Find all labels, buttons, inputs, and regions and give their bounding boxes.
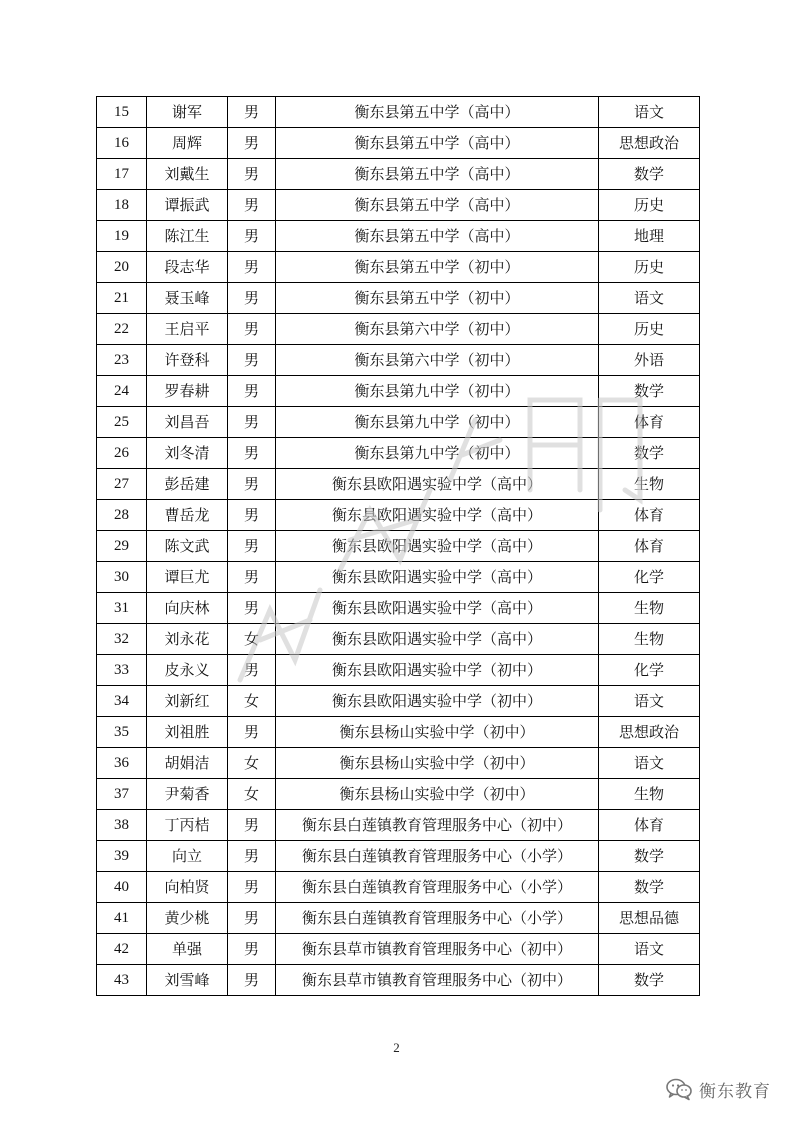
name-cell: 陈江生: [147, 221, 228, 252]
school-cell: 衡东县第五中学（初中）: [276, 283, 599, 314]
row-number-cell: 25: [97, 407, 147, 438]
table-row: [97, 903, 700, 934]
subject-cell: 生物: [599, 779, 700, 810]
name-cell: 丁丙桔: [147, 810, 228, 841]
name-cell: 谭振武: [147, 190, 228, 221]
row-number-cell: 31: [97, 593, 147, 624]
gender-cell: 男: [228, 531, 276, 562]
school-cell: 衡东县欧阳遇实验中学（高中）: [276, 500, 599, 531]
name-cell: 曹岳龙: [147, 500, 228, 531]
row-number-cell: 16: [97, 128, 147, 159]
school-cell: 衡东县欧阳遇实验中学（高中）: [276, 469, 599, 500]
table-row: [97, 159, 700, 190]
gender-cell: 男: [228, 314, 276, 345]
name-cell: 胡娟洁: [147, 748, 228, 779]
table-row: [97, 438, 700, 469]
table-row: [97, 872, 700, 903]
subject-cell: 体育: [599, 407, 700, 438]
school-cell: 衡东县杨山实验中学（初中）: [276, 717, 599, 748]
subject-cell: 外语: [599, 345, 700, 376]
row-number-cell: 43: [97, 965, 147, 996]
gender-cell: 男: [228, 159, 276, 190]
gender-cell: 女: [228, 686, 276, 717]
school-cell: 衡东县第五中学（高中）: [276, 159, 599, 190]
school-cell: 衡东县第六中学（初中）: [276, 345, 599, 376]
subject-cell: 体育: [599, 500, 700, 531]
gender-cell: 男: [228, 438, 276, 469]
school-cell: 衡东县欧阳遇实验中学（高中）: [276, 562, 599, 593]
subject-cell: 历史: [599, 314, 700, 345]
table-row: [97, 128, 700, 159]
table-row: [97, 562, 700, 593]
row-number-cell: 34: [97, 686, 147, 717]
school-cell: 衡东县第五中学（初中）: [276, 252, 599, 283]
school-cell: 衡东县白莲镇教育管理服务中心（初中）: [276, 810, 599, 841]
name-cell: 向庆林: [147, 593, 228, 624]
school-cell: 衡东县第九中学（初中）: [276, 438, 599, 469]
subject-cell: 历史: [599, 252, 700, 283]
school-cell: 衡东县草市镇教育管理服务中心（初中）: [276, 965, 599, 996]
gender-cell: 男: [228, 345, 276, 376]
gender-cell: 男: [228, 593, 276, 624]
subject-cell: 化学: [599, 655, 700, 686]
name-cell: 许登科: [147, 345, 228, 376]
gender-cell: 男: [228, 965, 276, 996]
table-row: [97, 934, 700, 965]
name-cell: 彭岳建: [147, 469, 228, 500]
row-number-cell: 24: [97, 376, 147, 407]
gender-cell: 男: [228, 469, 276, 500]
gender-cell: 男: [228, 252, 276, 283]
row-number-cell: 15: [97, 97, 147, 128]
gender-cell: 女: [228, 748, 276, 779]
name-cell: 刘永花: [147, 624, 228, 655]
gender-cell: 女: [228, 779, 276, 810]
gender-cell: 男: [228, 810, 276, 841]
name-cell: 聂玉峰: [147, 283, 228, 314]
row-number-cell: 30: [97, 562, 147, 593]
gender-cell: 男: [228, 934, 276, 965]
name-cell: 刘新红: [147, 686, 228, 717]
school-cell: 衡东县第五中学（高中）: [276, 128, 599, 159]
row-number-cell: 22: [97, 314, 147, 345]
name-cell: 罗春耕: [147, 376, 228, 407]
row-number-cell: 36: [97, 748, 147, 779]
school-cell: 衡东县杨山实验中学（初中）: [276, 779, 599, 810]
school-cell: 衡东县白莲镇教育管理服务中心（小学）: [276, 872, 599, 903]
name-cell: 谭巨尤: [147, 562, 228, 593]
subject-cell: 数学: [599, 376, 700, 407]
school-cell: 衡东县第六中学（初中）: [276, 314, 599, 345]
gender-cell: 男: [228, 190, 276, 221]
name-cell: 刘雪峰: [147, 965, 228, 996]
school-cell: 衡东县第九中学（初中）: [276, 376, 599, 407]
row-number-cell: 18: [97, 190, 147, 221]
subject-cell: 语文: [599, 934, 700, 965]
school-cell: 衡东县欧阳遇实验中学（高中）: [276, 624, 599, 655]
school-cell: 衡东县欧阳遇实验中学（高中）: [276, 593, 599, 624]
table-row: [97, 314, 700, 345]
row-number-cell: 37: [97, 779, 147, 810]
subject-cell: 数学: [599, 438, 700, 469]
gender-cell: 男: [228, 97, 276, 128]
name-cell: 向立: [147, 841, 228, 872]
table-row: [97, 407, 700, 438]
gender-cell: 男: [228, 655, 276, 686]
table-row: [97, 779, 700, 810]
name-cell: 黄少桃: [147, 903, 228, 934]
name-cell: 刘戴生: [147, 159, 228, 190]
subject-cell: 生物: [599, 624, 700, 655]
row-number-cell: 32: [97, 624, 147, 655]
subject-cell: 语文: [599, 283, 700, 314]
row-number-cell: 20: [97, 252, 147, 283]
table-row: [97, 965, 700, 996]
table-row: [97, 283, 700, 314]
row-number-cell: 38: [97, 810, 147, 841]
subject-cell: 生物: [599, 469, 700, 500]
subject-cell: 思想政治: [599, 717, 700, 748]
gender-cell: 男: [228, 872, 276, 903]
table-row: [97, 97, 700, 128]
row-number-cell: 35: [97, 717, 147, 748]
row-number-cell: 19: [97, 221, 147, 252]
subject-cell: 数学: [599, 872, 700, 903]
subject-cell: 思想政治: [599, 128, 700, 159]
name-cell: 周辉: [147, 128, 228, 159]
school-cell: 衡东县欧阳遇实验中学（高中）: [276, 531, 599, 562]
school-cell: 衡东县第九中学（初中）: [276, 407, 599, 438]
row-number-cell: 29: [97, 531, 147, 562]
wechat-icon: [665, 1077, 693, 1101]
subject-cell: 数学: [599, 159, 700, 190]
table-row: [97, 593, 700, 624]
name-cell: 向柏贤: [147, 872, 228, 903]
name-cell: 陈文武: [147, 531, 228, 562]
name-cell: 王启平: [147, 314, 228, 345]
row-number-cell: 17: [97, 159, 147, 190]
gender-cell: 男: [228, 717, 276, 748]
row-number-cell: 27: [97, 469, 147, 500]
name-cell: 皮永义: [147, 655, 228, 686]
gender-cell: 女: [228, 624, 276, 655]
gender-cell: 男: [228, 407, 276, 438]
school-cell: 衡东县白莲镇教育管理服务中心（小学）: [276, 903, 599, 934]
table-row: [97, 469, 700, 500]
subject-cell: 数学: [599, 841, 700, 872]
subject-cell: 数学: [599, 965, 700, 996]
row-number-cell: 41: [97, 903, 147, 934]
row-number-cell: 33: [97, 655, 147, 686]
name-cell: 单强: [147, 934, 228, 965]
gender-cell: 男: [228, 562, 276, 593]
teacher-roster-table: [96, 96, 700, 996]
subject-cell: 体育: [599, 810, 700, 841]
row-number-cell: 39: [97, 841, 147, 872]
name-cell: 刘冬清: [147, 438, 228, 469]
school-cell: 衡东县第五中学（高中）: [276, 97, 599, 128]
row-number-cell: 28: [97, 500, 147, 531]
gender-cell: 男: [228, 500, 276, 531]
subject-cell: 思想品德: [599, 903, 700, 934]
gender-cell: 男: [228, 841, 276, 872]
subject-cell: 地理: [599, 221, 700, 252]
gender-cell: 男: [228, 283, 276, 314]
row-number-cell: 42: [97, 934, 147, 965]
table-row: [97, 686, 700, 717]
roster-body: [97, 97, 700, 996]
row-number-cell: 26: [97, 438, 147, 469]
name-cell: 刘祖胜: [147, 717, 228, 748]
name-cell: 刘昌吾: [147, 407, 228, 438]
table-row: [97, 841, 700, 872]
gender-cell: 男: [228, 376, 276, 407]
table-row: [97, 221, 700, 252]
subject-cell: 语文: [599, 97, 700, 128]
table-row: [97, 252, 700, 283]
gender-cell: 男: [228, 221, 276, 252]
subject-cell: 语文: [599, 686, 700, 717]
table-row: [97, 190, 700, 221]
school-cell: 衡东县草市镇教育管理服务中心（初中）: [276, 934, 599, 965]
table-row: [97, 748, 700, 779]
table-row: [97, 810, 700, 841]
table-row: [97, 500, 700, 531]
table-row: [97, 376, 700, 407]
school-cell: 衡东县白莲镇教育管理服务中心（小学）: [276, 841, 599, 872]
gender-cell: 男: [228, 903, 276, 934]
table-row: [97, 655, 700, 686]
table-row: [97, 345, 700, 376]
name-cell: 尹菊香: [147, 779, 228, 810]
school-cell: 衡东县第五中学（高中）: [276, 221, 599, 252]
page-number: 2: [393, 1040, 400, 1055]
subject-cell: 语文: [599, 748, 700, 779]
table-row: [97, 624, 700, 655]
table-row: [97, 531, 700, 562]
subject-cell: 历史: [599, 190, 700, 221]
subject-cell: 生物: [599, 593, 700, 624]
school-cell: 衡东县欧阳遇实验中学（初中）: [276, 655, 599, 686]
row-number-cell: 40: [97, 872, 147, 903]
school-cell: 衡东县第五中学（高中）: [276, 190, 599, 221]
subject-cell: 化学: [599, 562, 700, 593]
name-cell: 谢军: [147, 97, 228, 128]
row-number-cell: 21: [97, 283, 147, 314]
brand-name: 衡东教育: [699, 1081, 771, 1102]
gender-cell: 男: [228, 128, 276, 159]
school-cell: 衡东县欧阳遇实验中学（初中）: [276, 686, 599, 717]
row-number-cell: 23: [97, 345, 147, 376]
table-row: [97, 717, 700, 748]
school-cell: 衡东县杨山实验中学（初中）: [276, 748, 599, 779]
brand-footer[interactable]: [665, 1074, 771, 1104]
subject-cell: 体育: [599, 531, 700, 562]
name-cell: 段志华: [147, 252, 228, 283]
